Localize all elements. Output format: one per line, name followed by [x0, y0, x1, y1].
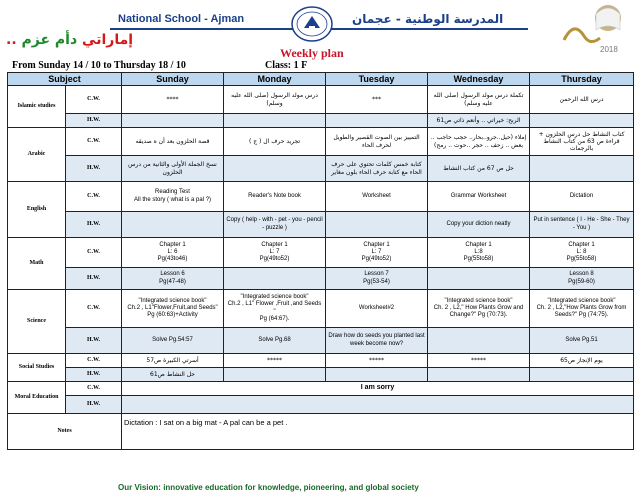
- homework-cell: [530, 368, 634, 382]
- header-thursday: Thursday: [530, 73, 634, 86]
- date-to-label: to Thursday: [103, 60, 156, 71]
- classwork-cell: *****: [224, 354, 326, 368]
- classwork-cell: Worksheet: [326, 182, 428, 212]
- homework-label: H.W.: [66, 114, 122, 128]
- table-row: [8, 354, 634, 368]
- notes-text: Dictation : I sat on a big mat - A pal can be a pet .: [122, 414, 634, 450]
- table-row: [8, 114, 634, 128]
- homework-label: H.W.: [66, 156, 122, 182]
- classwork-cell: ***: [326, 86, 428, 114]
- homework-cell: Copy your diction neatly: [428, 212, 530, 238]
- homework-cell: [530, 156, 634, 182]
- subject-name: Islamic studies: [8, 86, 66, 128]
- header-wednesday: Wednesday: [428, 73, 530, 86]
- class-value: 1 F: [293, 60, 308, 71]
- class-info: [265, 60, 307, 71]
- table-row: [8, 268, 634, 290]
- subject-name: English: [8, 182, 66, 238]
- classwork-label: C.W.: [66, 128, 122, 156]
- homework-cell: [326, 114, 428, 128]
- page-title: Weekly plan: [280, 46, 344, 60]
- classwork-label: C.W.: [66, 354, 122, 368]
- classwork-label: C.W.: [66, 290, 122, 328]
- classwork-cell: Chapter 1 L: 8 Pg(55to58): [530, 238, 634, 268]
- notes-label: Notes: [8, 414, 122, 450]
- homework-cell: حل ص 67 من كتاب النشاط: [428, 156, 530, 182]
- header-monday: Monday: [224, 73, 326, 86]
- homework-cell: كتابة خمس كلمات تحتوي على حرف الحاء مع كتابة حرف الحاء بلون مغاير: [326, 156, 428, 182]
- classwork-label: C.W.: [66, 238, 122, 268]
- homework-cell: [224, 156, 326, 182]
- classwork-cell: "Integrated science book" Ch.2 , L1"Flower,Fruit,and Seeds" Pg (60:63)+Activity: [122, 290, 224, 328]
- classwork-cell: التمييز بين الصوت القصير والطويل لحرف الحاء: [326, 128, 428, 156]
- notes-row: [8, 414, 634, 450]
- homework-cell: [122, 212, 224, 238]
- classwork-cell: إملاء (حيل..جرو..بحار.. حجب حاجب .. بعض .. زحف .. حجر ..حوت .. رمح): [428, 128, 530, 156]
- vision-statement: Our Vision: innovative education for knowledge, pioneering, and global society: [118, 483, 419, 492]
- table-row: [8, 86, 634, 114]
- homework-cell: [122, 396, 634, 414]
- homework-cell: [224, 114, 326, 128]
- class-label: Class:: [265, 60, 292, 71]
- homework-cell: [122, 114, 224, 128]
- homework-label: H.W.: [66, 328, 122, 354]
- classwork-cell: Grammar Worksheet: [428, 182, 530, 212]
- classwork-label: C.W.: [66, 182, 122, 212]
- table-row: [8, 396, 634, 414]
- homework-cell: [326, 368, 428, 382]
- classwork-cell: I am sorry: [122, 382, 634, 396]
- classwork-cell: كتاب النشاط حل درس الحلزون + قراءة ص 63 من كتاب النشاط بالرجمات: [530, 128, 634, 156]
- subject-name: Science: [8, 290, 66, 354]
- homework-cell: نسخ الجملة الأولى والثانية من درس الحلزون: [122, 156, 224, 182]
- table-row: [8, 212, 634, 238]
- classwork-cell: "Integrated science book" Ch. 2 , L2,"How Plants Grow from Seeds?" Pg (74:75).: [530, 290, 634, 328]
- subject-name: Moral Education: [8, 382, 66, 414]
- homework-label: H.W.: [66, 212, 122, 238]
- classwork-cell: درس الله الرحمن: [530, 86, 634, 114]
- header-tuesday: Tuesday: [326, 73, 428, 86]
- homework-cell: [428, 328, 530, 354]
- classwork-cell: Reader's Note book: [224, 182, 326, 212]
- subject-name: Arabic: [8, 128, 66, 182]
- table-row: [8, 128, 634, 156]
- zayed-year-logo-icon: [560, 0, 628, 56]
- homework-cell: Lesson 7 Pg(53-54): [326, 268, 428, 290]
- homework-cell: Solve Pg.54:57: [122, 328, 224, 354]
- classwork-cell: Reading Test All the story ( what is a pal ?): [122, 182, 224, 212]
- homework-label: H.W.: [66, 396, 122, 414]
- classwork-cell: Chapter 1 L: 6 Pg(43to46): [122, 238, 224, 268]
- table-row: [8, 368, 634, 382]
- homework-cell: [224, 368, 326, 382]
- school-name-en: National School - Ajman: [118, 13, 245, 25]
- table-row: [8, 182, 634, 212]
- school-name-ar: المدرسة الوطنية - عجمان: [352, 12, 504, 26]
- header-sunday: Sunday: [122, 73, 224, 86]
- homework-cell: Solve Pg.51: [530, 328, 634, 354]
- date-range: [12, 60, 186, 71]
- school-logo-icon: [282, 4, 342, 44]
- subject-name: Social Studies: [8, 354, 66, 382]
- homework-cell: [326, 212, 428, 238]
- homework-cell: [428, 368, 530, 382]
- classwork-cell: Chapter 1 L: 7 Pg(49to52): [326, 238, 428, 268]
- classwork-cell: "Integrated science book" Ch. 2 , L2," How Plants Grow and Change?" Pg (70:73).: [428, 290, 530, 328]
- classwork-cell: ****: [122, 86, 224, 114]
- slogan-red: .. إماراتي: [6, 32, 134, 48]
- classwork-cell: *****: [428, 354, 530, 368]
- classwork-cell: "Integrated science book" Ch.2 , L1" Flower ,Fruit ,and Seeds " Pg (64:67).: [224, 290, 326, 328]
- classwork-cell: Chapter 1 L:8 Pg(55to58): [428, 238, 530, 268]
- slogan: [6, 32, 133, 48]
- year-label: 2018: [600, 45, 618, 54]
- table-row: [8, 328, 634, 354]
- homework-cell: Put in sentence ( I - He - She - They - You ): [530, 212, 634, 238]
- homework-label: H.W.: [66, 368, 122, 382]
- classwork-cell: قصة الحلزون بعد أن ه صديقه: [122, 128, 224, 156]
- homework-cell: Lesson 8 Pg(59-60): [530, 268, 634, 290]
- homework-cell: حل النشاط ص61: [122, 368, 224, 382]
- homework-cell: Copy ( help - with - pet - you - pencil - puzzle ): [224, 212, 326, 238]
- classwork-cell: Worksheet#2: [326, 290, 428, 328]
- homework-cell: Draw how do seeds you planted last week become now?: [326, 328, 428, 354]
- table-row: [8, 156, 634, 182]
- homework-cell: الربح: خيراتي .. وأنعم ذاتي ص61: [428, 114, 530, 128]
- classwork-cell: تجريد حرف ال ( ج ): [224, 128, 326, 156]
- homework-cell: Lesson 6 Pg(47-48): [122, 268, 224, 290]
- classwork-cell: *****: [326, 354, 428, 368]
- classwork-cell: Dictation: [530, 182, 634, 212]
- date-from-label: From Sunday: [12, 60, 71, 71]
- table-row: [8, 382, 634, 396]
- homework-cell: [428, 268, 530, 290]
- classwork-cell: أسرتي الكبيرة ص57: [122, 354, 224, 368]
- page-header: [0, 0, 640, 60]
- homework-cell: [224, 268, 326, 290]
- classwork-cell: درس مولد الرسول (صلى الله عليه وسلم): [224, 86, 326, 114]
- slogan-green: دأم عزم: [21, 32, 78, 48]
- classwork-label: C.W.: [66, 86, 122, 114]
- date-to: 18 / 10: [158, 60, 186, 71]
- homework-cell: [530, 114, 634, 128]
- weekly-plan-table: [7, 72, 634, 450]
- classwork-cell: تكملة درس مولد الرسول (صلى الله عليه وسلم): [428, 86, 530, 114]
- header-subject: Subject: [8, 73, 122, 86]
- table-row: [8, 238, 634, 268]
- homework-cell: Solve Pg.68: [224, 328, 326, 354]
- classwork-label: C.W.: [66, 382, 122, 396]
- table-header-row: [8, 73, 634, 86]
- homework-label: H.W.: [66, 268, 122, 290]
- classwork-cell: يوم الإنجاز ص65: [530, 354, 634, 368]
- date-from: 14 / 10: [72, 60, 101, 71]
- classwork-cell: Chapter 1 L: 7 Pg(49to52): [224, 238, 326, 268]
- subject-name: Math: [8, 238, 66, 290]
- table-row: [8, 290, 634, 328]
